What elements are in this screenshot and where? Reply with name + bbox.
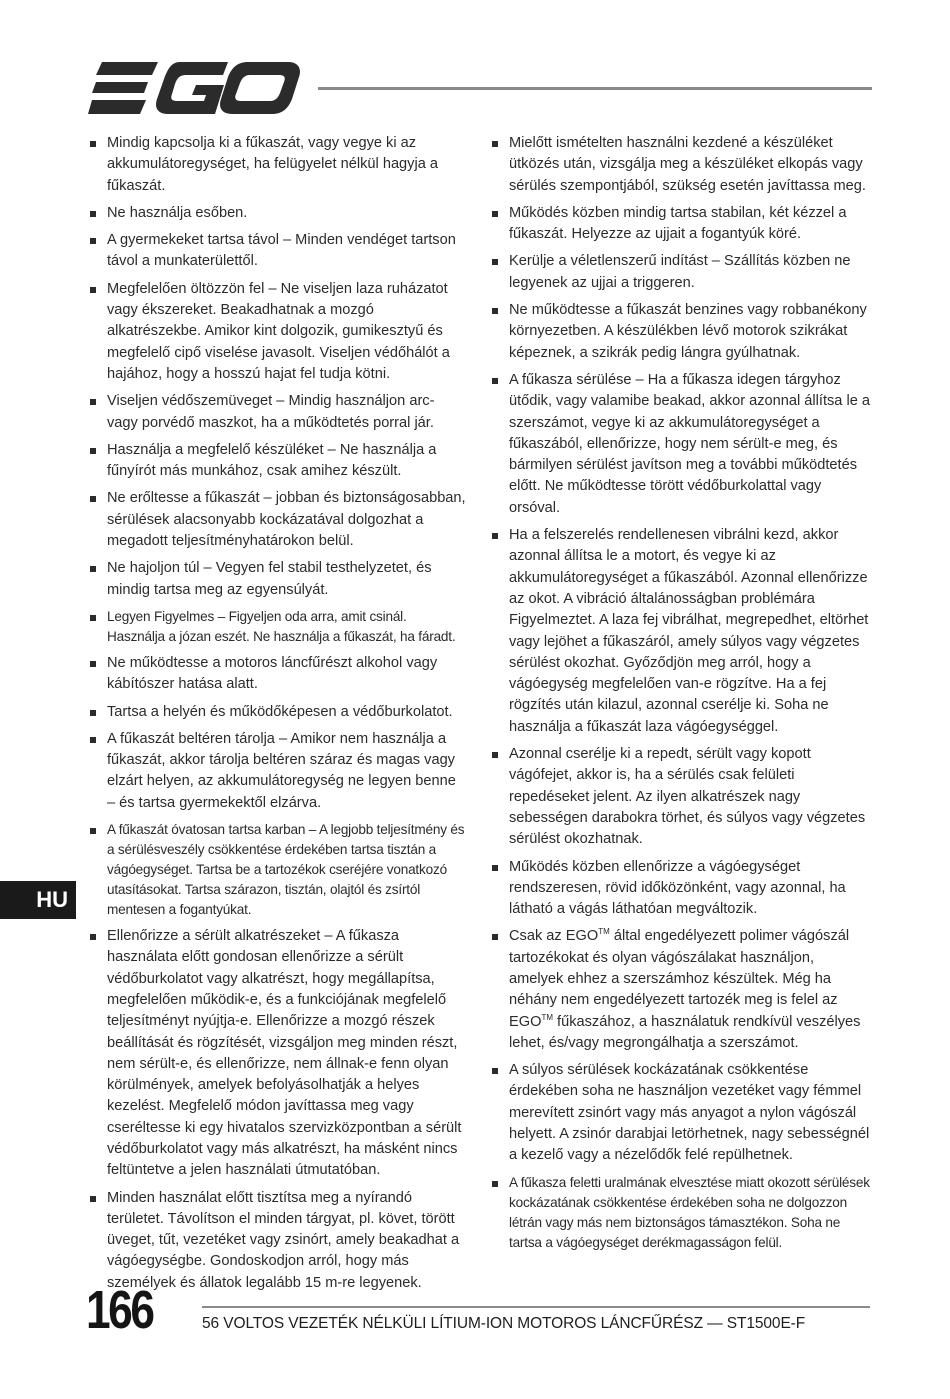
bullet bbox=[492, 865, 498, 871]
bullet bbox=[492, 141, 498, 147]
list-item: Ne hajoljon túl – Vegyen fel stabil testhelyzetet, és mindig tartsa meg az egyensúlyát. bbox=[90, 558, 468, 601]
bullet bbox=[90, 448, 96, 454]
bullet bbox=[90, 1196, 96, 1202]
list-item: Működés közben mindig tartsa stabilan, két kézzel a fűkaszát. Helyezze az ujjait a fogantyúk köré. bbox=[492, 203, 872, 246]
logo-letter-e bbox=[88, 62, 158, 114]
list-item: Ne működtesse a fűkaszát benzines vagy robbanékony környezetben. A készülékben lévő motorok szikrákat képeznek, a szikrák pedig lángra gyúlhatnak. bbox=[492, 300, 872, 364]
list-item: A gyermekeket tartsa távol – Minden vendéget tartson távol a munkaterülettől. bbox=[90, 230, 468, 273]
list-item: Ellenőrizze a sérült alkatrészeket – A fűkasza használata előtt gondosan ellenőrizze a sérült védőburkolatot vagy alkatrészt, hogy megállapítsa, megfelelően működik-e, és a funkciójának megfelelő teljesítményt nyújtja-e. Ellenőrizze a mozgó részek beállítását és rögzítését, vizsgáljon meg minden részt, nem sérült-e, és ellenőrizze, nem állnak-e fenn olyan körülmények, amelyek befolyásolhatják a helyes kezelést. Megfelelő módon javíttassa meg vagy cseréltesse ki egy hivatalos szervizközpontban a sérült védőburkolatot vagy más alkatrészt, ha másként nincs feltüntetve a jelen használati útmutatóban. bbox=[90, 926, 468, 1182]
ego-logo bbox=[88, 62, 300, 114]
bullet bbox=[492, 378, 498, 384]
bullet bbox=[90, 238, 96, 244]
footer-rule bbox=[202, 1306, 870, 1308]
list-item: A fűkaszát beltéren tárolja – Amikor nem használja a fűkaszát, akkor tárolja beltéren száraz és magas vagy elzárt helyen, az akkumulátoregység ne legyen benne – és tartsa gyermekektől elzárva. bbox=[90, 729, 468, 814]
bullet bbox=[90, 399, 96, 405]
list-item: A fűkasza feletti uralmának elvesztése miatt okozott sérülések kockázatának csökkentése érdekében soha ne dolgozzon létrán vagy más nem biztonságos támasztékon. Soha ne tartsa a vágóegységet derékmagasságon felül. bbox=[492, 1173, 872, 1253]
bullet bbox=[90, 496, 96, 502]
list-item: Minden használat előtt tisztítsa meg a nyírandó területet. Távolítson el minden tárgyat, pl. követ, törött üveget, tűt, vezetéket vagy zsinórt, amely beakadhat a vágóegységbe. Gondoskodjon arról, hogy más személyek és állatok legalább 15 m-re legyenek. bbox=[90, 1188, 468, 1294]
list-item: A súlyos sérülések kockázatának csökkentése érdekében soha ne használjon vezetéket vagy fémmel merevített zsinórt vagy más anyagot a nylon vágószál helyett. A zsinór darabjai letörhetnek, nagy sebességnél a kezelő vagy a nézelődők felé repülhetnek. bbox=[492, 1060, 872, 1166]
list-item: Azonnal cserélje ki a repedt, sérült vagy kopott vágófejet, akkor is, ha a sérülés csak felületi repedéseket jelent. Az ilyen alkatrészek nagy sebességen darabokra törhet, és súlyos vagy végzetes sérülést okozhatnak. bbox=[492, 744, 872, 850]
bullet bbox=[492, 259, 498, 265]
list-item: Viseljen védőszemüveget – Mindig használjon arc- vagy porvédő maszkot, ha a működtetés porral jár. bbox=[90, 391, 468, 434]
right-column bbox=[492, 133, 872, 1259]
bullet bbox=[90, 737, 96, 743]
list-item: Legyen Figyelmes – Figyeljen oda arra, amit csinál. Használja a józan eszét. Ne használja a fűkaszát, ha fáradt. bbox=[90, 607, 468, 647]
list-item: Működés közben ellenőrizze a vágóegységet rendszeresen, rövid időközönként, vagy azonnal, ha látható a vágás láthatóan megváltozik. bbox=[492, 857, 872, 921]
bullet bbox=[90, 828, 96, 834]
bullet bbox=[90, 615, 96, 621]
list-item: Tartsa a helyén és működőképesen a védőburkolatot. bbox=[90, 702, 468, 723]
list-item: Ha a felszerelés rendellenesen vibrálni kezd, akkor azonnal állítsa le a motort, és vegye ki az akkumulátoregységet a fűkaszából. Azonnal ellenőrizze az okot. A vibráció általánosságban problémára Figyelmeztet. A laza fej vibrálhat, megrepedhet, eltörhet vagy lejöhet a fűkaszáról, amely súlyos vagy végzetes sérülést okozhat. Győződjön meg arról, hogy a vágóegység megfelelően van-e rögzítve. Ha a fej rögzítés után kilazul, azonnal cserélje ki. Soha ne használja a fűkaszát laza vágóegységgel. bbox=[492, 525, 872, 738]
logo-letter-g bbox=[156, 62, 228, 114]
list-item: A fűkasza sérülése – Ha a fűkasza idegen tárgyhoz ütődik, vagy valamibe beakad, akkor azonnal állítsa le a szerszámot, vegye ki az akkumulátoregységet a fűkaszából, ellenőrizze, hogy nem sérült-e meg, és bármilyen sérülést javítson meg a további működtetés előtt. Ne működtesse törött védőburkolattal vagy orsóval. bbox=[492, 370, 872, 519]
bullet bbox=[492, 308, 498, 314]
bullet bbox=[492, 1181, 498, 1187]
bullet bbox=[90, 710, 96, 716]
bullet bbox=[90, 566, 96, 572]
bullet bbox=[492, 934, 498, 940]
logo-letter-o bbox=[220, 62, 300, 114]
bullet bbox=[492, 211, 498, 217]
list-item: Ne erőltesse a fűkaszát – jobban és biztonságosabban, sérülések alacsonyabb kockázatával dolgozhat a megadott teljesítményhatárokon belül. bbox=[90, 488, 468, 552]
header-rule bbox=[318, 87, 872, 90]
list-item: Ne működtesse a motoros láncfűrészt alkohol vagy kábítószer hatása alatt. bbox=[90, 653, 468, 696]
trademark-mark: TM bbox=[598, 927, 610, 937]
list-item: Megfelelően öltözzön fel – Ne viseljen laza ruházatot vagy ékszereket. Beakadhatnak a mozgó alkatrészekbe. Amikor kint dolgozik, gumikesztyű és megfelelő cipő viselése javasolt. Viseljen védőhálót a hajához, hogy a hosszú hajat fel tudja kötni. bbox=[90, 279, 468, 385]
language-tab: HU bbox=[0, 881, 76, 919]
left-column bbox=[90, 133, 468, 1300]
trademark-mark: TM bbox=[541, 1012, 553, 1022]
bullet bbox=[90, 211, 96, 217]
bullet bbox=[492, 533, 498, 539]
bullet bbox=[90, 934, 96, 940]
list-item: Ne használja esőben. bbox=[90, 203, 468, 224]
bullet bbox=[492, 752, 498, 758]
bullet bbox=[90, 141, 96, 147]
bullet bbox=[492, 1068, 498, 1074]
page-number: 166 bbox=[86, 1280, 153, 1340]
list-item: Mielőtt ismételten használni kezdené a készüléket ütközés után, vizsgálja meg a készüléket elkopás vagy sérülés szempontjából, szükség esetén javíttassa meg. bbox=[492, 133, 872, 197]
list-item: Mindig kapcsolja ki a fűkaszát, vagy vegye ki az akkumulátoregységet, ha felügyelet nélkül hagyja a fűkaszát. bbox=[90, 133, 468, 197]
bullet bbox=[90, 287, 96, 293]
list-item: Csak az EGO™ által engedélyezett polimer vágószál tartozékokat és olyan vágószálakat használjon, amelyek ehhez a szerszámhoz készültek. Még ha néhány nem engedélyezett tartozék meg is felel az EGO™ fűkaszához, a használatuk rendkívül veszélyes lehet, és/vagy megrongálhatja a szerszámot. bbox=[492, 926, 872, 1054]
list-item: A fűkaszát óvatosan tartsa karban – A legjobb teljesítmény és a sérülésveszély csökkentése érdekében tartsa tisztán a vágóegységet. Tartsa be a tartozékok cseréjére vonatkozó utasításokat. Tartsa szárazon, tisztán, olajtól és zsírtól mentesen a fogantyúkat. bbox=[90, 820, 468, 920]
list-item: Használja a megfelelő készüléket – Ne használja a fűnyírót más munkához, csak amihez készült. bbox=[90, 440, 468, 483]
footer-title: 56 VOLTOS VEZETÉK NÉLKÜLI LÍTIUM-ION MOTOROS LÁNCFŰRÉSZ — ST1500E-F bbox=[202, 1315, 806, 1332]
list-item: Kerülje a véletlenszerű indítást – Szállítás közben ne legyenek az ujjai a triggeren. bbox=[492, 251, 872, 294]
bullet bbox=[90, 661, 96, 667]
